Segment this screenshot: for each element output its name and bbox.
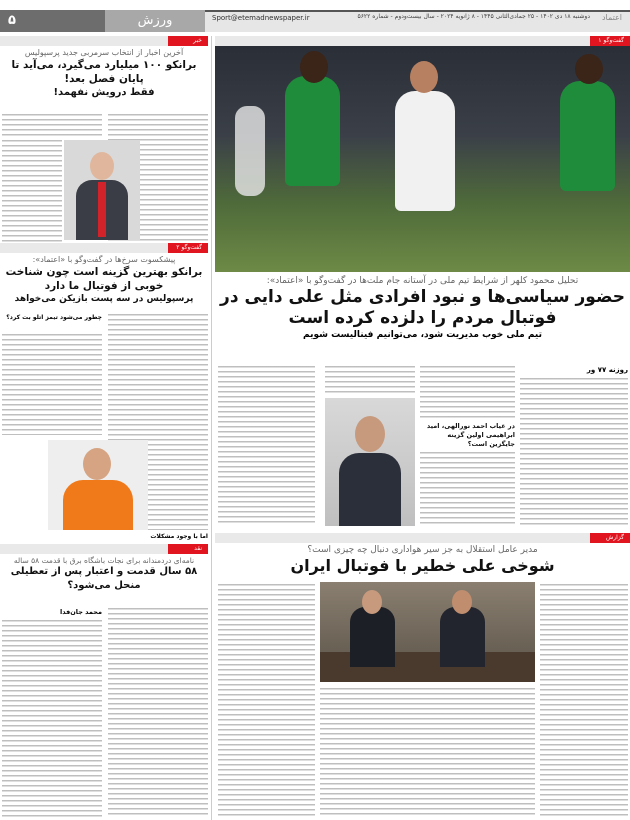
main-subhead: تیم ملی خوب مدیریت شود، می‌توانیم فینالیست شویم [303, 330, 542, 341]
critique-tag: نقد [168, 544, 208, 554]
news-heading-block [0, 48, 208, 100]
page-number: ۵ [0, 10, 105, 32]
body-text [420, 366, 515, 420]
critique-kicker: نامه‌ای دردمندانه برای نجات باشگاه برق با قدمت ۵۸ ساله [13, 556, 195, 565]
date-line: دوشنبه ۱۸ دی ۱۴۰۲ - ۲۵ جمادی‌الثانی ۱۴۴۵ - ۸ ژانویه ۲۰۲۴ - سال بیست‌ودوم - شماره ۵۶۲۲ [357, 13, 590, 20]
report-photo-officials [320, 582, 535, 682]
news-subhead: فقط درویش نفهمد! [53, 87, 155, 98]
interview2-heading-block [2, 255, 206, 305]
main-headline: حضور سیاسی‌ها و نبود افرادی مثل علی دایی در فوتبال مردم را دلزده کرده است [220, 287, 625, 329]
news-headline: برانکو ۱۰۰ میلیارد می‌گیرد، می‌آید تا پایان فصل بعد! [11, 59, 197, 85]
question-text: در غیاب احمد نورالهی، امید ابراهیمی اولین گزینه جایگزین است؟ [420, 422, 515, 449]
critique-tag-bar [0, 544, 208, 554]
report-tag-bar [215, 533, 630, 543]
body-text [2, 620, 102, 818]
body-text [2, 334, 102, 435]
main-photo-football-players [215, 46, 630, 272]
body-text [540, 584, 628, 818]
report-heading-block [215, 545, 630, 576]
interview2-tag-bar [0, 243, 208, 253]
interview2-kicker: پیشکسوت سرخ‌ها در گفت‌وگو با «اعتماد»: [32, 255, 176, 264]
bullet-text: اما با وجود مشکلات [150, 533, 208, 540]
question-text: چطور می‌شود تیمز اتلو بت کرد؟ [6, 314, 102, 321]
body-text [325, 366, 415, 394]
coach-photo [64, 140, 140, 240]
critique-headline: ۵۸ سال قدمت و اعتبار پس از تعطیلی منحل می‌شود؟ [10, 566, 198, 592]
report-tag: گزارش [590, 533, 630, 543]
report-kicker: مدیر عامل استقلال به جز سیر هواداری دنبال چه چیزی است؟ [307, 545, 538, 555]
interview2-subhead: پرسپولیس در سه پست بازیکن می‌خواهد [14, 294, 194, 304]
body-text [218, 366, 315, 526]
report-headline: شوخی علی خطیر با فوتبال ایران [290, 556, 555, 576]
interviewee-photo [325, 398, 415, 526]
main-tag: گفت‌وگو ۱ [590, 36, 630, 46]
news-tag: خبر [168, 36, 208, 46]
column-divider [211, 36, 212, 820]
interview2-headline: برانکو بهترین گزینه است چون شناخت خوبی از فوتبال ما دارد [5, 266, 203, 292]
veteran-photo [48, 440, 148, 530]
news-kicker: آخرین اخبار از انتخاب سرمربی جدید پرسپولیس [24, 48, 184, 57]
interview2-tag: گفت‌وگو ۲ [168, 243, 208, 253]
body-text [2, 114, 102, 137]
body-text [520, 378, 628, 526]
main-kicker: تحلیل محمود کلهر از شرایط تیم ملی در آستانه جام ملت‌ها در گفت‌وگو با «اعتماد»: [266, 276, 579, 286]
news-tag-bar [0, 36, 208, 46]
email-link[interactable]: Sport@etemadnewspaper.ir [212, 14, 310, 22]
column-title: روزنه ۷۷ ور [586, 366, 628, 374]
body-text [2, 140, 62, 242]
critique-heading-block [0, 556, 208, 593]
section-title: ورزش [105, 10, 205, 32]
body-text [420, 452, 515, 526]
body-text [320, 688, 535, 818]
author: محمد جان‌فدا [60, 608, 102, 616]
body-text [218, 584, 315, 818]
body-text [108, 608, 208, 818]
main-tag-bar [215, 36, 630, 46]
newspaper-logo: اعتماد [601, 13, 622, 22]
main-heading-block [218, 276, 627, 341]
